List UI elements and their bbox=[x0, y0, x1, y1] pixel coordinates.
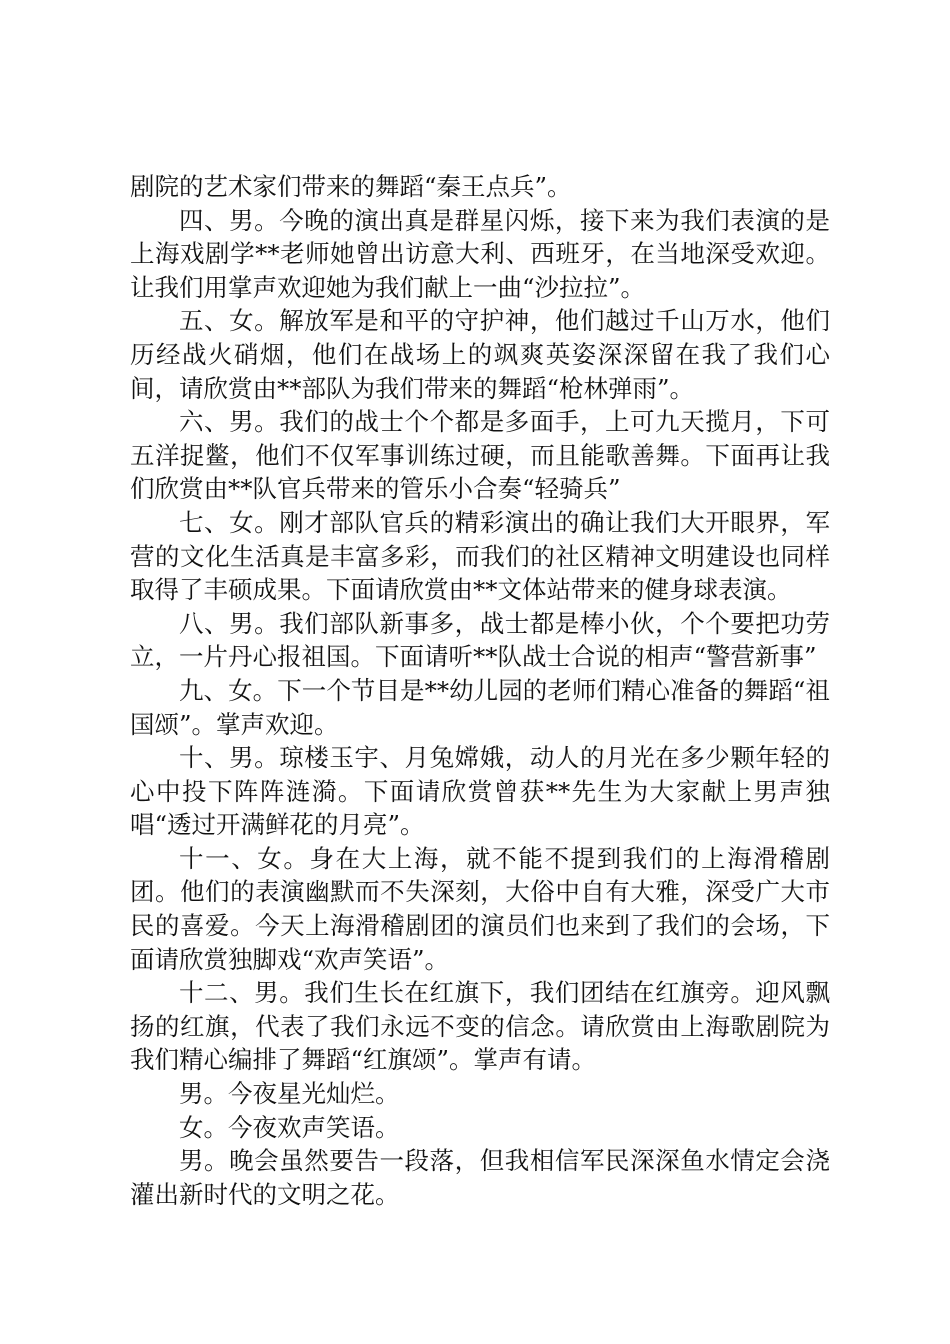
paragraph-item-10: 十、男。琼楼玉宇、月兔嫦娥，动人的月光在多少颗年轻的心中投下阵阵涟漪。下面请欣赏曾获**先生为大家献上男声独唱“透过开满鲜花的月亮”。 bbox=[130, 743, 830, 840]
paragraph-item-7: 七、女。刚才部队官兵的精彩演出的确让我们大开眼界，军营的文化生活真是丰富多彩，而我们的社区精神文明建设也同样取得了丰硕成果。下面请欣赏由**文体站带来的健身球表演。 bbox=[130, 507, 830, 605]
paragraph-item-6: 六、男。我们的战士个个都是多面手，上可九天揽月，下可五洋捉鳖，他们不仅军事训练过硬，而且能歌善舞。下面再让我们欣赏由**队官兵带来的管乐小合奏“轻骑兵” bbox=[130, 407, 830, 504]
paragraph-item-8: 八、男。我们部队新事多，战士都是棒小伙，个个要把功劳立，一片丹心报祖国。下面请听**队战士合说的相声“警营新事” bbox=[130, 608, 830, 672]
paragraph-closing-male-1: 男。今夜星光灿烂。 bbox=[179, 1079, 400, 1109]
paragraph-item-9: 九、女。下一个节目是**幼儿园的老师们精心准备的舞蹈“祖国颂”。掌声欢迎。 bbox=[130, 675, 830, 739]
paragraph-closing-male-2: 男。晚会虽然要告一段落，但我相信军民深深鱼水情定会浇灌出新时代的文明之花。 bbox=[130, 1146, 830, 1209]
paragraph-item-4: 四、男。今晚的演出真是群星闪烁，接下来为我们表演的是上海戏剧学**老师她曾出访意大利、西班牙，在当地深受欢迎。让我们用掌声欢迎她为我们献上一曲“沙拉拉”。 bbox=[130, 205, 830, 302]
paragraph-item-12: 十二、男。我们生长在红旗下，我们团结在红旗旁。迎风飘扬的红旗，代表了我们永远不变的信念。请欣赏由上海歌剧院为我们精心编排了舞蹈“红旗颂”。掌声有请。 bbox=[130, 978, 830, 1075]
paragraph-item-11: 十一、女。身在大上海，就不能不提到我们的上海滑稽剧团。他们的表演幽默而不失深刻，大俗中自有大雅，深受广大市民的喜爱。今天上海滑稽剧团的演员们也来到了我们的会场，下面请欣赏独脚戏“欢声笑语”。 bbox=[130, 843, 830, 974]
paragraph-closing-female: 女。今夜欢声笑语。 bbox=[179, 1112, 400, 1142]
document-body bbox=[130, 170, 830, 1211]
paragraph-continuation: 剧院的艺术家们带来的舞蹈“秦王点兵”。 bbox=[130, 172, 572, 201]
paragraph-item-5: 五、女。解放军是和平的守护神，他们越过千山万水，他们历经战火硝烟，他们在战场上的飒爽英姿深深留在我了我们心间，请欣赏由**部队为我们带来的舞蹈“枪林弹雨”。 bbox=[130, 306, 830, 403]
